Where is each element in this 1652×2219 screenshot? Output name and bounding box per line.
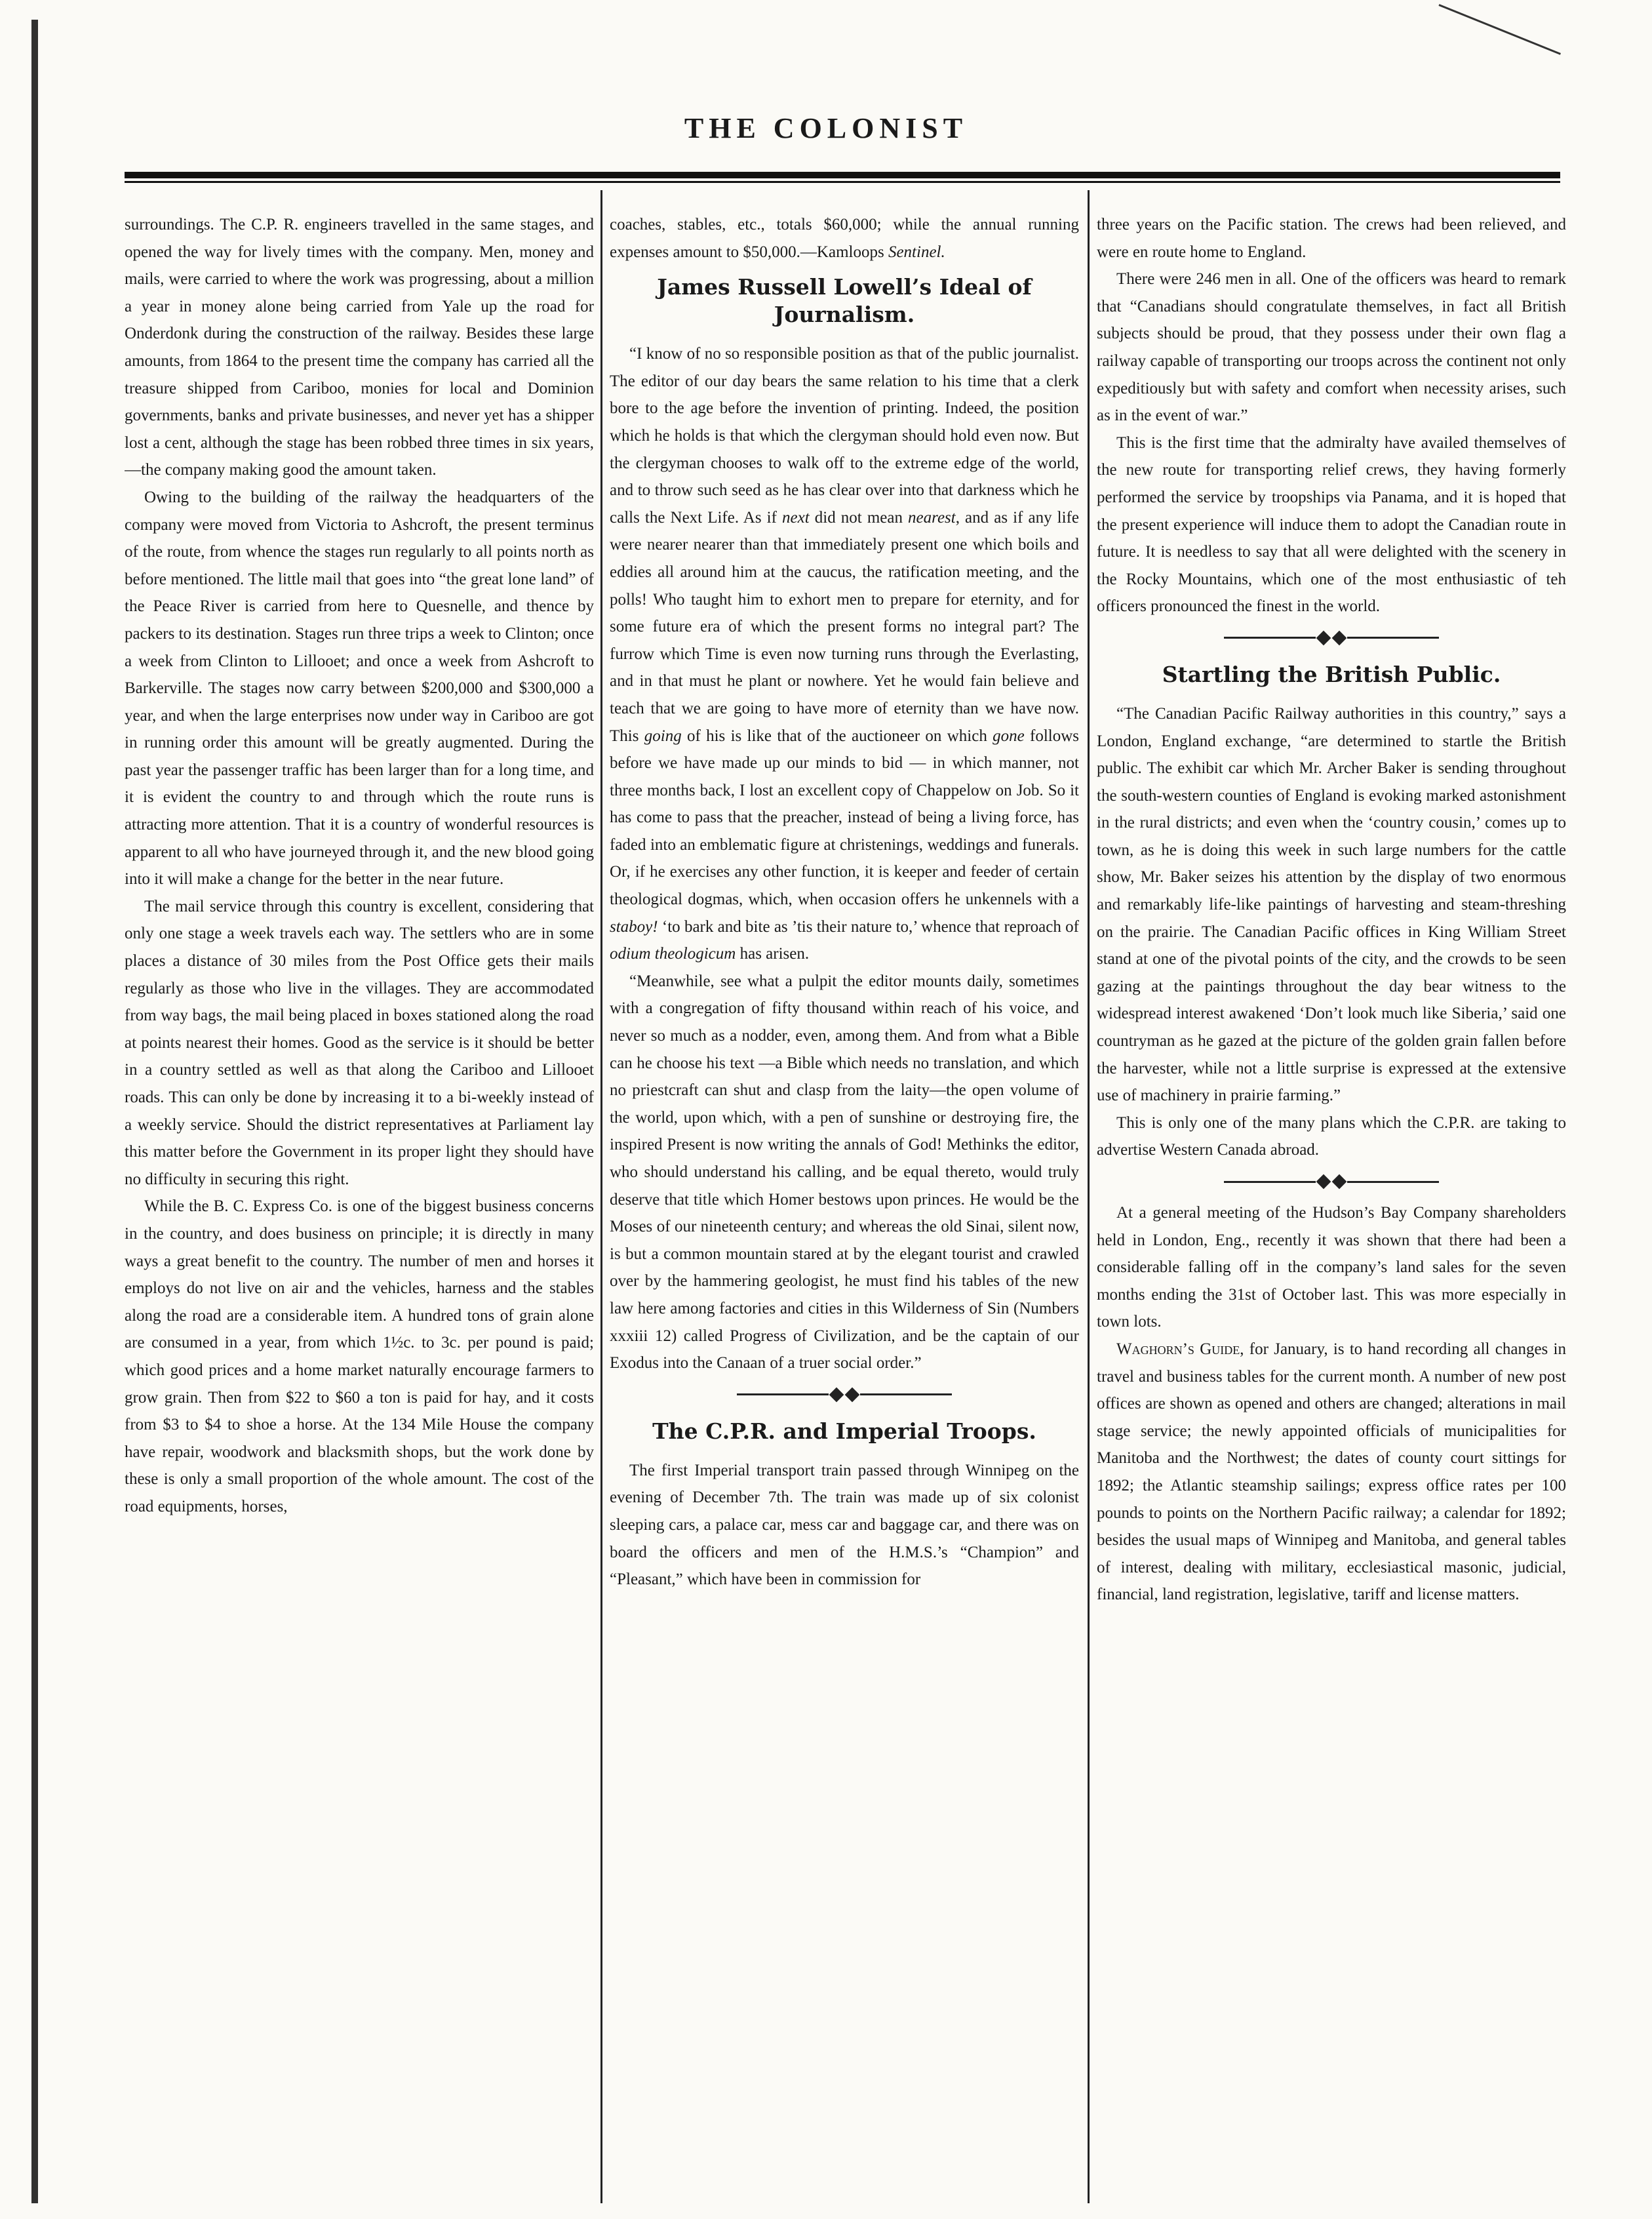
article-headline: James Russell Lowell’s Ideal of Journalism. xyxy=(657,274,1032,328)
article-column-2 xyxy=(610,211,1079,2201)
column-divider xyxy=(1088,190,1090,2203)
article-paragraph: The mail service through this country is excellent, considering that only one stage a week travels each way. The settlers who are in some places a distance of 30 miles from the Post Office gets their mails regularly as those who live in the villages. They are accommodated from way bags, the mail being placed in boxes stationed along the road at points nearest their homes. Good as the service is it should be better in a country settled as well as that along the Cariboo and Lillooet roads. This can only be done by increasing it to a bi-weekly instead of a weekly service. Should the district representatives at Parliament lay this matter before the Government in its proper light they should have no difficulty in securing this right. xyxy=(125,897,594,1188)
article-paragraph: “The Canadian Pacific Railway authorities in this country,” says a London, England exchange, “are determined to startle the British public. The exhibit car which Mr. Archer Baker is sending throughout the south-western counties of England is evoking marked astonishment in the rural districts; and even when the ‘country cousin,’ comes up to town, as he is doing this week in such large numbers for the cattle show, Mr. Baker seizes his attention by the display of two enormous and remarkably life-like paintings of harvesting and steam-threshing on the prairie. The Canadian Pacific offices in King William Street stand at one of the pivotal points of the city, and the crowds to be seen gazing at the paintings throughout the day bear witness to the widespread interest awakened ‘Don’t look much like Siberia,’ said one countryman as he gazed at the picture of the golden grain fallen before the harvester, while not a little surprise is expressed at the extensive use of machinery in prairie farming.” xyxy=(1097,704,1566,1105)
publication-name: Waghorn’s Guide, xyxy=(1116,1340,1244,1358)
section-ornament xyxy=(1097,623,1566,653)
masthead-rule-thin xyxy=(125,181,1560,183)
article-paragraph: coaches, stables, etc., totals $60,000; while the annual running expenses amount to $50,000.—Kamloops Sentinel. xyxy=(610,216,1079,261)
article-column-3 xyxy=(1097,211,1566,2201)
article-paragraph: “Meanwhile, see what a pulpit the editor mounts daily, sometimes with a congregation of fifty thousand within reach of his voice, and never so much as a nodder, even, among them. And from what a Bible can he choose his text —a Bible which needs no translation, and which no priestcraft can shut and clasp from the laity—the open volume of the world, upon which, with a pen of sunshine or destroying fire, the inspired Present is now writing the annals of God! Methinks the editor, who should understand his calling, and be equal thereto, would truly deserve that title which Homer bestows upon princes. He would be the Moses of our nineteenth century; and whereas the old Sinai, silent now, is but a common mountain stared at by the elegant tourist and crawled over by the hammering geologist, he must find his tables of the new law here among factories and cities in this Wilderness of Sin (Numbers xxxiii 12) called Progress of Civilization, and be the captain of our Exodus into the Canaan of a truer social order.” xyxy=(610,972,1079,1372)
article-paragraph: There were 246 men in all. One of the officers was heard to remark that “Canadians should congratulate themselves, in fact all British subjects should be proud, that they possess under their own flag a railway capable of transporting our troops across the continent not only expeditiously but with safety and comfort when necessity arises, such as in the event of war.” xyxy=(1097,270,1566,425)
article-paragraph: surroundings. The C.P. R. engineers travelled in the same stages, and opened the way for lively times with the company. Men, money and mails, were carried to where the work was progressing, about a million a year in money alone being carried from Yale up the road for Onderdonk during the construction of the railway. Besides these large amounts, from 1864 to the present time the company has carried all the treasure shipped from Cariboo, monies for local and Dominion governments, banks and private businesses, and never yet has a shipper lost a cent, although the stage has been robbed three times in six years,—the company making good the amount taken. xyxy=(125,216,594,479)
masthead-rule xyxy=(125,172,1560,178)
article-column-1 xyxy=(125,211,594,2201)
section-ornament xyxy=(610,1380,1079,1410)
article-headline: Startling the British Public. xyxy=(1162,661,1501,687)
section-ornament xyxy=(1097,1167,1566,1197)
article-paragraph: The first Imperial transport train passed through Winnipeg on the evening of December 7th. The train was made up of six colonist sleeping cars, a palace car, mess car and baggage car, and there was on board the officers and men of the H.M.S.’s “Champion” and “Pleasant,” which have been in commission for xyxy=(610,1461,1079,1589)
newspaper-masthead: THE COLONIST xyxy=(684,112,968,144)
article-paragraph: Waghorn’s Guide, for January, is to hand recording all changes in travel and business tables for the current month. A number of new post offices are shown as opened and others are changed; alterations in mail stage service; the newly appointed officials of municipalities for Manitoba and the Northwest; the dates of county court sittings for 1892; the Atlantic steamship sailings; express office rates per 100 pounds to points on the Northern Pacific railway; a calendar for 1892; besides the usual maps of Winnipeg and Manitoba, and general tables of interest, dealing with military, ecclesiastical masonic, judicial, financial, land registration, legislative, tariff and license matters. xyxy=(1097,1340,1566,1604)
scan-edge-mark xyxy=(31,20,38,2203)
article-paragraph: While the B. C. Express Co. is one of the biggest business concerns in the country, and does business on principle; it is directly in many ways a great benefit to the country. The number of men and horses it employs do not live on air and the vehicles, harness and the stables along the road are a considerable item. A hundred tons of grain alone are consumed in a year, from which 1½c. to 3c. per pound is paid; which good prices and a home market naturally encourage farmers to grow grain. Then from $22 to $60 a ton is paid for hay, and it costs from $3 to $4 to shoe a horse. At the 134 Mile House the company have repair, woodwork and blacksmith shops, but the work done by these is only a small proportion of the whole amount. The cost of the road equipments, horses, xyxy=(125,1197,594,1515)
scan-scratch-mark xyxy=(1438,4,1561,55)
article-paragraph: Owing to the building of the railway the headquarters of the company were moved from Victoria to Ashcroft, the present terminus of the route, from whence the stages run regularly to all points north as before mentioned. The little mail that goes into “the great lone land” of the Peace River is carried from here to Quesnelle, and thence by packers to its destination. Stages run three trips a week to Clinton; once a week from Clinton to Lillooet; and once a week from Ashcroft to Barkerville. The stages now carry between $200,000 and $300,000 a year, and when the large enterprises now under way in Cariboo are got in running order this amount will be greatly augmented. During the past year the passenger traffic has been larger than for a long time, and it is evident the country to and through which the route runs is attracting more attention. That it is a country of wonderful resources is apparent to all who have journeyed through it, and the new blood going into it will make a change for the better in the near future. xyxy=(125,488,594,889)
article-paragraph: “I know of no so responsible position as that of the public journalist. The editor of our day bears the same relation to his time that a clerk bore to the age before the invention of printing. Indeed, the position which he holds is that which the clergyman should hold even now. But the clergyman chooses to walk off to the extreme edge of the world, and to throw such seed as he has clear over into that darkness which he calls the Next Life. As if next did not mean nearest, and as if any life were nearer nearer than that immediately present one which boils and eddies all around him at the caucus, the ratification meeting, and the polls! Who taught him to exhort men to prepare for eternity, and for some future era of which the present forms no integral part? The furrow which Time is even now turning runs through the Everlasting, and in that must he plant or nowhere. Yet he would fain believe and teach that we are going to have more of eternity than we have now. This going of his is like that of the auctioneer on which gone follows before we have made up our minds to bid — in which manner, not three months back, I lost an excellent copy of Chappelow on Job. So it has come to pass that the preacher, instead of being a living force, has faded into an emblematic figure at christenings, weddings and funerals. Or, if he exercises any other function, it is keeper and feeder of certain theological dogmas, which, when occasion offers he unkennels with a staboy! ‘to bark and bite as ’tis their nature to,’ whence that reproach of odium theologicum has arisen. xyxy=(610,345,1079,963)
column-divider xyxy=(600,190,602,2203)
article-paragraph: At a general meeting of the Hudson’s Bay Company shareholders held in London, Eng., recently it was shown that there had been a considerable falling off in the company’s land sales for the seven months ending the 31st of October last. This was more especially in town lots. xyxy=(1097,1204,1566,1331)
article-paragraph: This is the first time that the admiralty have availed themselves of the new route for transporting relief crews, they having formerly performed the service by troopships via Panama, and it is hoped that the present experience will induce them to adopt the Canadian route in future. It is needless to say that all were delighted with the scenery in the Rocky Mountains, which one of the most enthusiastic of teh officers pronounced the finest in the world. xyxy=(1097,433,1566,616)
source-credit: Sentinel. xyxy=(888,243,945,261)
article-headline: The C.P.R. and Imperial Troops. xyxy=(652,1418,1036,1444)
article-paragraph: three years on the Pacific station. The crews had been relieved, and were en route home to England. xyxy=(1097,216,1566,261)
article-paragraph: This is only one of the many plans which the C.P.R. are taking to advertise Western Canada abroad. xyxy=(1097,1113,1566,1159)
